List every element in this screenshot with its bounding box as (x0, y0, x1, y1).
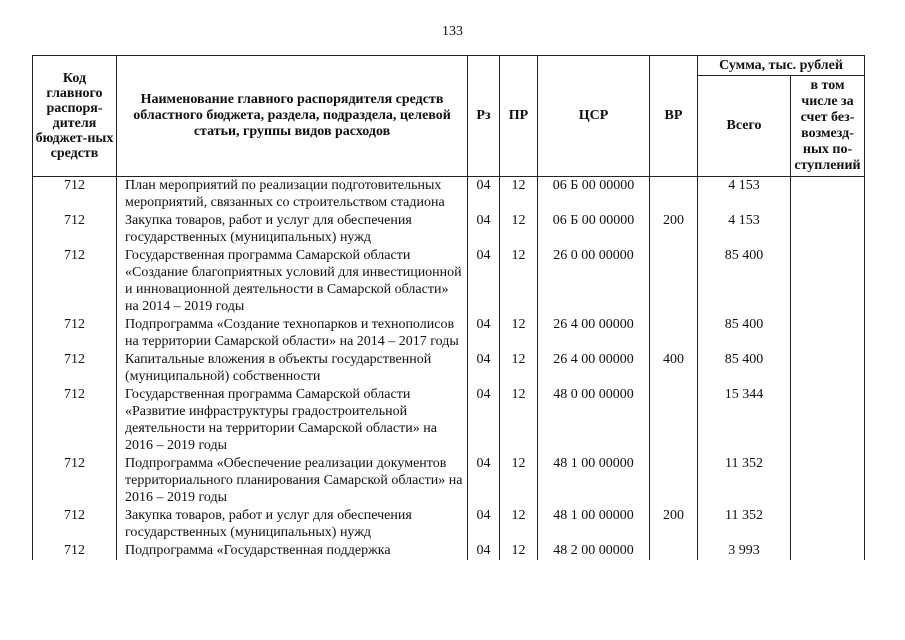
cell-name: Закупка товаров, работ и услуг для обеспечения государственных (муниципальных) нужд (117, 507, 468, 542)
cell-pr: 12 (500, 316, 538, 351)
header-rz: Рз (468, 56, 500, 177)
cell-name: Государственная программа Самарской области «Создание благоприятных условий для инвестиционной и инновационной деятельности в Самарской области» на 2014 – 2019 годы (117, 247, 468, 316)
table-body (33, 177, 865, 561)
header-row (33, 56, 865, 76)
header-name: Наименование главного распорядителя средств областного бюджета, раздела, подраздела, целевой статьи, группы видов расходов (117, 56, 468, 177)
table-row (33, 542, 865, 560)
cell-total: 11 352 (698, 507, 791, 542)
cell-name: Капитальные вложения в объекты государственной (муниципальной) собственности (117, 351, 468, 386)
cell-gratuitous (791, 507, 865, 542)
budget-table (32, 55, 865, 560)
cell-code: 712 (33, 351, 117, 386)
cell-name: Закупка товаров, работ и услуг для обеспечения государственных (муниципальных) нужд (117, 212, 468, 247)
cell-rz: 04 (468, 386, 500, 455)
cell-code: 712 (33, 507, 117, 542)
header-sum-group: Сумма, тыс. рублей (698, 56, 865, 76)
table-row (33, 316, 865, 351)
cell-code: 712 (33, 386, 117, 455)
cell-csr: 48 1 00 00000 (538, 455, 650, 507)
cell-gratuitous (791, 542, 865, 560)
cell-total: 15 344 (698, 386, 791, 455)
cell-rz: 04 (468, 542, 500, 560)
cell-code: 712 (33, 177, 117, 213)
cell-total: 4 153 (698, 177, 791, 213)
cell-gratuitous (791, 351, 865, 386)
cell-total: 3 993 (698, 542, 791, 560)
cell-vr: 400 (650, 351, 698, 386)
header-vr: ВР (650, 56, 698, 177)
cell-code: 712 (33, 455, 117, 507)
cell-code: 712 (33, 316, 117, 351)
cell-pr: 12 (500, 212, 538, 247)
cell-vr (650, 316, 698, 351)
cell-gratuitous (791, 247, 865, 316)
cell-name: Государственная программа Самарской области «Развитие инфраструктуры градостроительной деятельности на территории Самарской области» на 2016 – 2019 годы (117, 386, 468, 455)
cell-csr: 48 1 00 00000 (538, 507, 650, 542)
header-pr: ПР (500, 56, 538, 177)
table-row (33, 351, 865, 386)
cell-rz: 04 (468, 316, 500, 351)
table-row (33, 386, 865, 455)
cell-vr (650, 455, 698, 507)
cell-total: 11 352 (698, 455, 791, 507)
cell-gratuitous (791, 386, 865, 455)
header-code: Код главного распоря-дителя бюджет-ных средств (33, 56, 117, 177)
header-csr: ЦСР (538, 56, 650, 177)
cell-csr: 48 0 00 00000 (538, 386, 650, 455)
cell-name: Подпрограмма «Создание технопарков и технополисов на территории Самарской области» на 2014 – 2017 годы (117, 316, 468, 351)
cell-pr: 12 (500, 247, 538, 316)
cell-pr: 12 (500, 386, 538, 455)
table-row (33, 177, 865, 213)
cell-csr: 06 Б 00 00000 (538, 177, 650, 213)
table-row (33, 212, 865, 247)
cell-rz: 04 (468, 212, 500, 247)
cell-pr: 12 (500, 507, 538, 542)
cell-gratuitous (791, 455, 865, 507)
cell-rz: 04 (468, 351, 500, 386)
header-gratuitous: в том числе за счет без-возмезд-ных по-ступлений (791, 76, 865, 177)
cell-vr (650, 247, 698, 316)
cell-vr (650, 386, 698, 455)
cell-vr: 200 (650, 212, 698, 247)
cell-pr: 12 (500, 455, 538, 507)
cell-vr (650, 177, 698, 213)
cell-rz: 04 (468, 455, 500, 507)
cell-code: 712 (33, 247, 117, 316)
cell-total: 85 400 (698, 247, 791, 316)
cell-csr: 26 4 00 00000 (538, 316, 650, 351)
cell-gratuitous (791, 212, 865, 247)
cell-rz: 04 (468, 247, 500, 316)
cell-gratuitous (791, 316, 865, 351)
cell-csr: 26 4 00 00000 (538, 351, 650, 386)
table-row (33, 247, 865, 316)
page-number: 133 (442, 24, 463, 39)
cell-csr: 06 Б 00 00000 (538, 212, 650, 247)
cell-csr: 48 2 00 00000 (538, 542, 650, 560)
header-total: Всего (698, 76, 791, 177)
cell-pr: 12 (500, 351, 538, 386)
cell-total: 85 400 (698, 316, 791, 351)
cell-vr (650, 542, 698, 560)
cell-name: Подпрограмма «Государственная поддержка (117, 542, 468, 560)
cell-rz: 04 (468, 177, 500, 213)
cell-total: 4 153 (698, 212, 791, 247)
table-row (33, 455, 865, 507)
cell-name: Подпрограмма «Обеспечение реализации документов территориального планирования Самарской области» на 2016 – 2019 годы (117, 455, 468, 507)
cell-total: 85 400 (698, 351, 791, 386)
cell-csr: 26 0 00 00000 (538, 247, 650, 316)
cell-name: План мероприятий по реализации подготовительных мероприятий, связанных со строительством стадиона (117, 177, 468, 213)
cell-code: 712 (33, 542, 117, 560)
cell-rz: 04 (468, 507, 500, 542)
cell-pr: 12 (500, 177, 538, 213)
table-row (33, 507, 865, 542)
cell-code: 712 (33, 212, 117, 247)
cell-gratuitous (791, 177, 865, 213)
cell-pr: 12 (500, 542, 538, 560)
cell-vr: 200 (650, 507, 698, 542)
